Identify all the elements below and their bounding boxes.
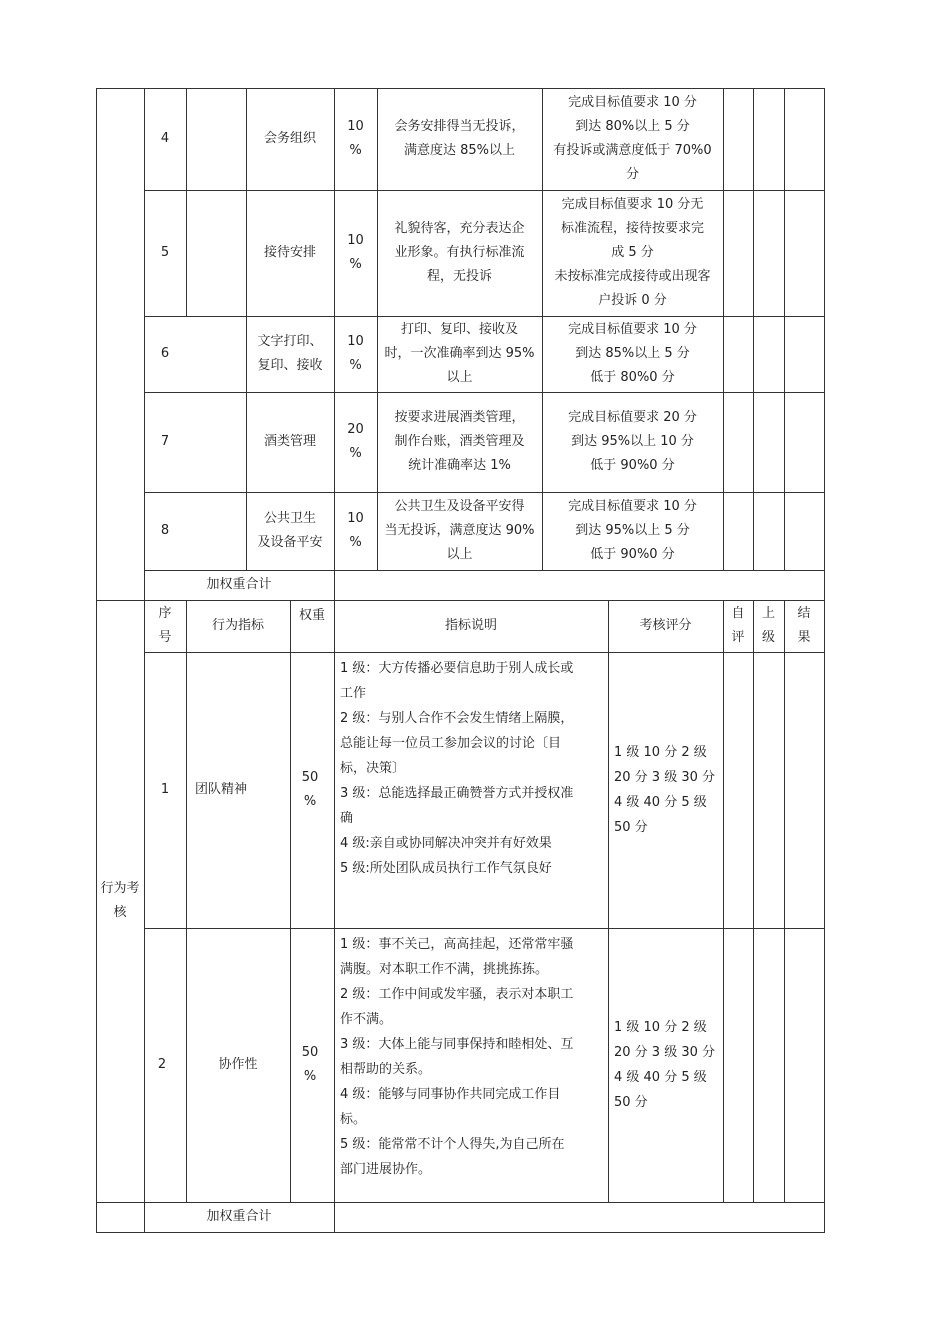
weight-value: 10 % <box>347 334 364 373</box>
row-number: 7 <box>160 434 170 449</box>
indicator-name: 会务组织 <box>263 131 316 146</box>
indicator-name: 酒类管理 <box>263 434 316 449</box>
weighted-total-label: 加权重合计 <box>206 577 272 592</box>
section-label-behavior: 行为考 核 <box>100 881 140 920</box>
indicator-name: 协作性 <box>218 1057 258 1072</box>
indicator-description: 打印、复印、接收及 时，一次准确率到达 95% 以上 <box>384 322 535 385</box>
indicator-description: 按要求进展酒类管理， 制作台账，酒类管理及 统计准确率达 1% <box>394 410 525 473</box>
weight-value: 20 % <box>347 422 364 461</box>
weight-value: 50 % <box>301 1045 319 1084</box>
indicator-name: 文字打印、 复印、接收 <box>257 334 323 373</box>
indicator-description: 礼貌待客，充分表达企 业形象。有执行标准流 程，无投诉 <box>394 221 525 284</box>
header-self-evaluation: 自 评 <box>731 606 745 645</box>
indicator-name: 接待安排 <box>263 245 316 260</box>
scoring-rule: 完成目标值要求 10 分无 标准流程，接待按要求完 成 5 分 未按标准完成接待或出现客 户投诉 0 分 <box>554 197 711 308</box>
scoring-rule: 1 级 10 分 2 级 20 分 3 级 30 分 4 级 40 分 5 级 50 分 <box>614 1020 716 1110</box>
header-superior-evaluation: 上 级 <box>761 606 775 645</box>
scoring-rule: 1 级 10 分 2 级 20 分 3 级 30 分 4 级 40 分 5 级 50 分 <box>614 745 716 835</box>
weighted-total-label: 加权重合计 <box>206 1209 272 1224</box>
header-scoring: 考核评分 <box>639 618 692 633</box>
row-number: 5 <box>160 245 170 260</box>
scoring-rule: 完成目标值要求 10 分 到达 80%以上 5 分 有投诉或满意度低于 70%0 分 <box>553 95 712 182</box>
header-result: 结 果 <box>797 606 811 645</box>
weight-value: 50 % <box>301 770 319 809</box>
scoring-rule: 完成目标值要求 20 分 到达 95%以上 10 分 低于 90%0 分 <box>568 410 697 473</box>
header-indicator: 行为指标 <box>211 618 264 633</box>
indicator-name: 团队精神 <box>195 782 248 797</box>
weight-value: 10 % <box>347 511 364 550</box>
row-number: 8 <box>160 523 170 538</box>
weight-value: 10 % <box>347 119 364 158</box>
indicator-name: 公共卫生 及设备平安 <box>257 511 323 550</box>
header-weight: 权重 <box>298 608 325 623</box>
indicator-description: 公共卫生及设备平安得 当无投诉，满意度达 90% 以上 <box>384 499 535 562</box>
row-number: 2 <box>157 1057 167 1072</box>
scoring-rule: 完成目标值要求 10 分 到达 85%以上 5 分 低于 80%0 分 <box>568 322 697 385</box>
indicator-description: 会务安排得当无投诉， 满意度达 85%以上 <box>394 119 525 158</box>
row-number: 4 <box>160 131 170 146</box>
indicator-description: 1 级：事不关己，高高挂起，还常常牢骚 满腹。对本职工作不满，挑挑拣拣。 2 级：工作中间或发牢骚，表示对本职工 作不满。 3 级：大体上能与同事保持和睦相处、互 相帮助的关系。 4 级：能够与同事协作共同完成工作目 标。 5 级：能常常不计个人得失,为自己所在 部门进展协作。 <box>340 937 574 1177</box>
header-number: 序 号 <box>158 606 172 645</box>
row-number: 1 <box>160 782 170 797</box>
indicator-description: 1 级：大方传播必要信息助于别人成长或 工作 2 级：与别人合作不会发生情绪上隔膜， 总能让每一位员工参加会议的讨论〔目 标，决策〕 3 级：总能选择最正确赞誉方式并授权准 确 4 级:亲自或协同解决冲突并有好效果 5 级:所处团队成员执行工作气氛良好 <box>340 661 574 876</box>
row-number: 6 <box>160 346 170 361</box>
header-description: 指标说明 <box>444 618 497 633</box>
weight-value: 10 % <box>347 233 364 272</box>
scoring-rule: 完成目标值要求 10 分 到达 95%以上 5 分 低于 90%0 分 <box>568 499 697 562</box>
